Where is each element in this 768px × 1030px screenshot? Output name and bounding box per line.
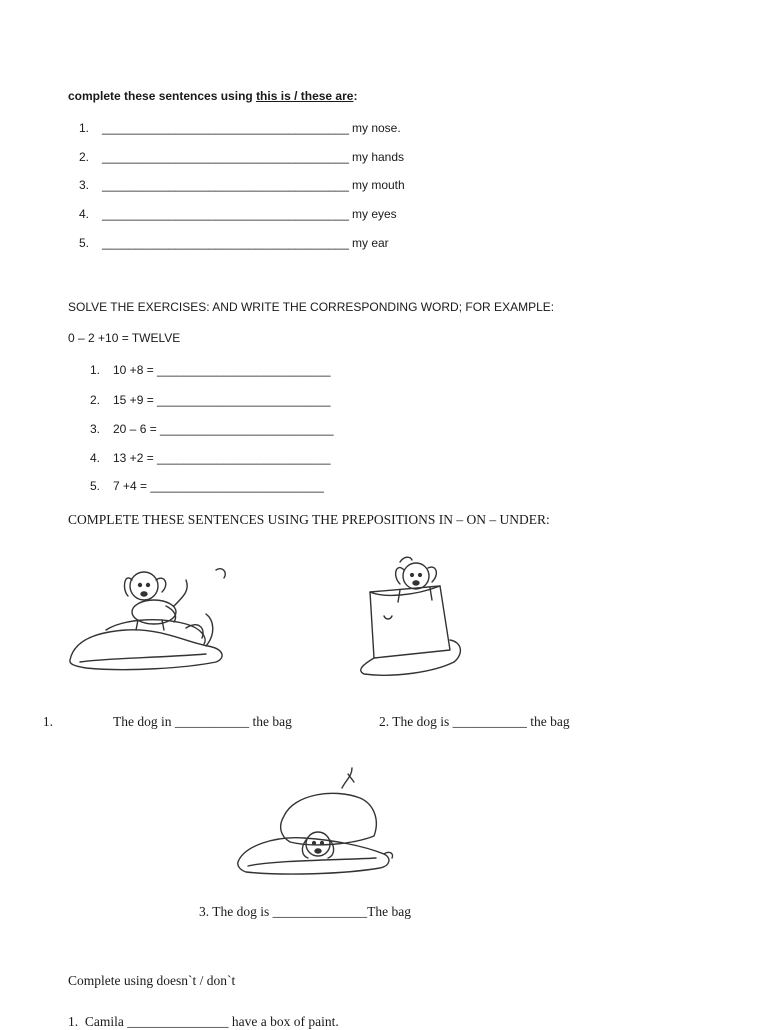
math-exercise[interactable]: 20 – 6 = __________________________ — [113, 422, 334, 436]
answer-blank[interactable]: _____________________________________ — [102, 236, 349, 250]
section4-instruction: Complete using doesn`t / don`t — [68, 973, 236, 988]
section1-instruction: complete these sentences using this is / these are: — [68, 89, 358, 103]
dog-on-bag-image — [66, 550, 238, 680]
section2-example: 0 – 2 +10 = TWELVE — [68, 331, 181, 345]
sentence-ending: my hands — [352, 150, 405, 164]
section4-item-1[interactable]: 1. Camila _______________ have a box of paint. — [68, 1014, 339, 1029]
sentence-ending: my mouth — [352, 178, 405, 192]
question-number: 1. — [42, 714, 53, 729]
sentence-ending: my eyes — [352, 207, 397, 221]
item-number: 4. — [89, 451, 100, 465]
question-2[interactable]: 2. The dog is ___________ the bag — [379, 714, 570, 729]
answer-blank[interactable]: _____________________________________ — [102, 207, 349, 221]
dog-under-bag-image — [234, 758, 396, 890]
sentence-ending: my nose. — [352, 121, 401, 135]
dog-in-bag-image — [334, 546, 476, 680]
item-number: 3. — [78, 178, 89, 192]
math-exercise[interactable]: 10 +8 = __________________________ — [113, 363, 331, 377]
question-1[interactable]: The dog in ___________ the bag — [113, 714, 292, 729]
question-3[interactable]: 3. The dog is ______________The bag — [199, 904, 411, 919]
item-number: 2. — [78, 150, 89, 164]
answer-blank[interactable]: _____________________________________ — [102, 178, 349, 192]
item-number: 2. — [89, 393, 100, 407]
item-number: 5. — [78, 236, 89, 250]
math-exercise[interactable]: 13 +2 = __________________________ — [113, 451, 331, 465]
item-number: 3. — [89, 422, 100, 436]
section3-instruction: COMPLETE THESE SENTENCES USING THE PREPOSITIONS IN – ON – UNDER: — [68, 512, 550, 527]
item-number: 5. — [89, 479, 100, 493]
item-number: 4. — [78, 207, 89, 221]
item-number: 1. — [89, 363, 100, 377]
math-exercise[interactable]: 15 +9 = __________________________ — [113, 393, 331, 407]
math-exercise[interactable]: 7 +4 = __________________________ — [113, 479, 324, 493]
answer-blank[interactable]: _____________________________________ — [102, 121, 349, 135]
sentence-ending: my ear — [352, 236, 389, 250]
answer-blank[interactable]: _____________________________________ — [102, 150, 349, 164]
item-number: 1. — [78, 121, 89, 135]
section2-instruction: SOLVE THE EXERCISES: AND WRITE THE CORRESPONDING WORD; FOR EXAMPLE: — [68, 300, 555, 314]
